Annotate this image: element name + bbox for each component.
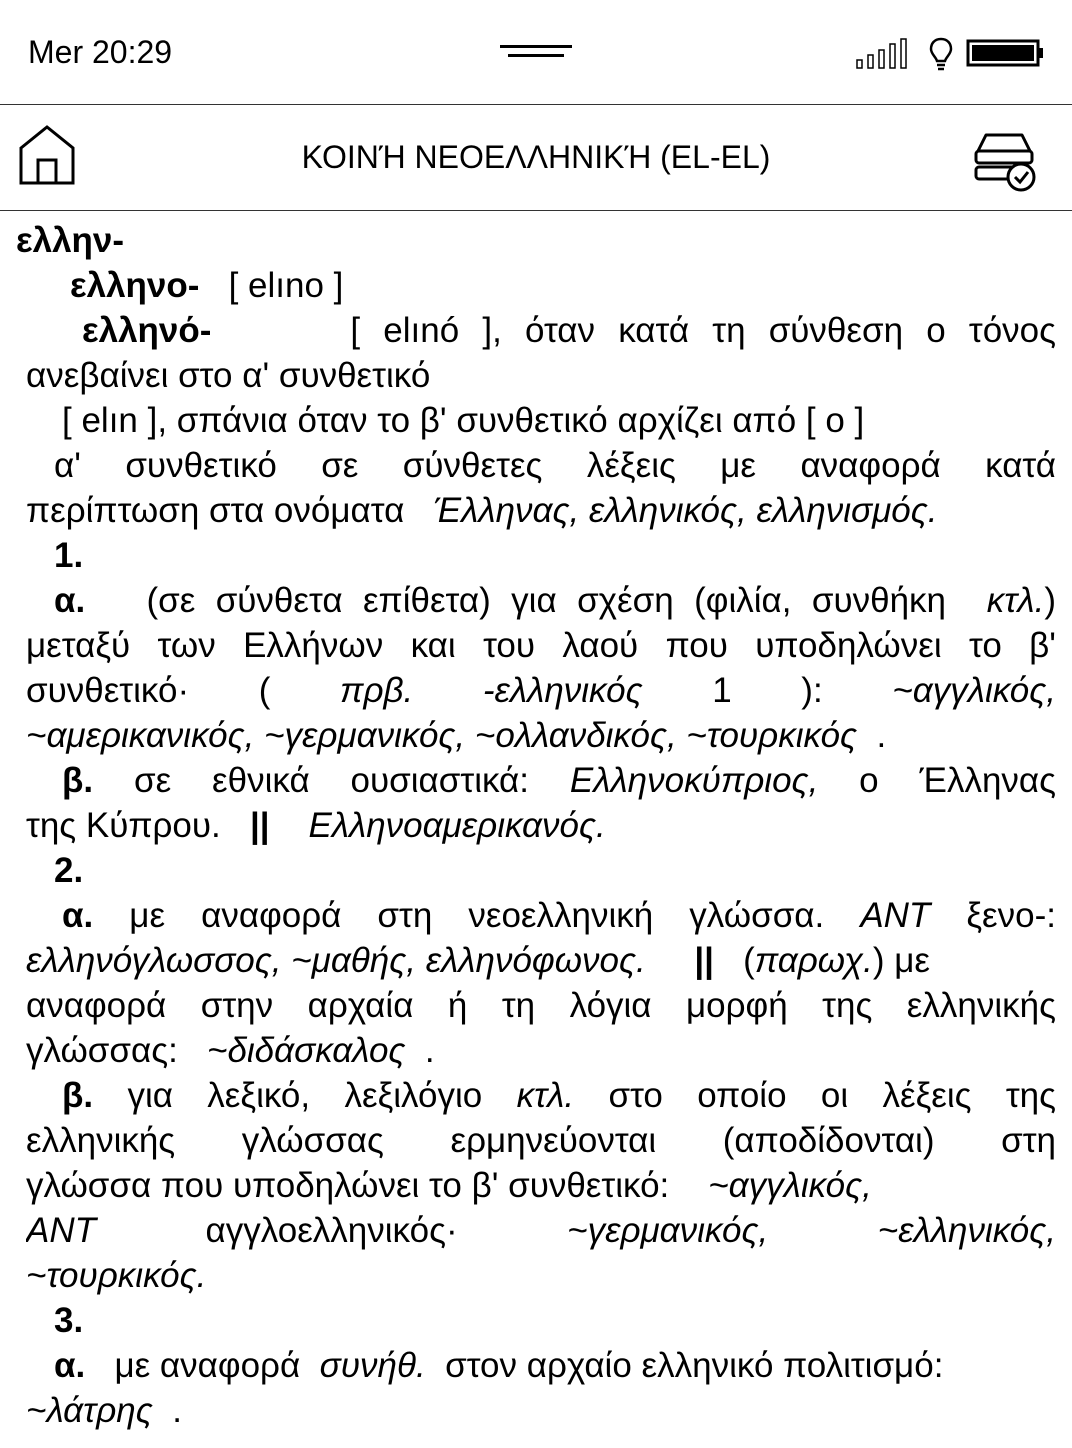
status-time: Mer 20:29 xyxy=(28,34,173,70)
definition-text: σε εθνικά ουσιαστικά: xyxy=(133,761,529,800)
status-bar xyxy=(0,0,1072,105)
definition-text: περίπτωση στα ονόματα xyxy=(26,491,405,530)
example-text: Ελληνοαμερικανός. xyxy=(308,806,606,845)
dictionary-select-button[interactable] xyxy=(972,129,1040,193)
example-text: ~λάτρης xyxy=(26,1391,153,1430)
abbreviation: κτλ. xyxy=(986,581,1045,620)
battery-icon xyxy=(966,38,1046,68)
abbreviation: συνήθ. xyxy=(319,1346,426,1385)
example-text: ~τουρκικός. xyxy=(26,1256,207,1295)
example-text: ~αγγλικός, xyxy=(708,1166,872,1205)
abbreviation: κτλ. xyxy=(516,1076,575,1115)
subentry-ellino: ελληνο- xyxy=(70,266,200,305)
definition-text: μεταξύ των Ελλήνων και του λαού που υποδηλώνει το β' xyxy=(26,626,1056,665)
definition-text: με αναφορά στη νεοελληνική γλώσσα. xyxy=(129,896,825,935)
example-text: ~αγγλικός, xyxy=(892,671,1056,710)
subsense-label: β. xyxy=(62,1076,94,1115)
headword: ελλην- xyxy=(16,221,125,260)
definition-text: , όταν κατά τη σύνθεση ο τόνος xyxy=(492,311,1056,350)
example-text: Έλληνας, ελληνικός, ελληνισμός. xyxy=(433,491,938,530)
app-header xyxy=(0,105,1072,211)
subentry-ellino-accent: ελληνό- xyxy=(82,311,212,350)
dictionary-title: ΚΟΙΝΉ ΝΕΟΕΛΛΗΝΙΚΉ (EL-EL) xyxy=(301,139,771,175)
cross-reference[interactable]: -ελληνικός xyxy=(482,671,643,710)
example-text: Ελληνοκύπριος, xyxy=(569,761,819,800)
example-text: ~γερμανικός, xyxy=(567,1211,769,1250)
antonym-label: ANT xyxy=(26,1211,96,1250)
definition-text: ελληνικής γλώσσας ερμηνεύονται (αποδίδονται) στη xyxy=(26,1121,1056,1160)
pronunciation: [ elınó ] xyxy=(350,311,493,350)
dictionary-check-icon xyxy=(972,129,1040,193)
example-text: ελληνόγλωσσος, ~μαθής, ελληνόφωνος. xyxy=(26,941,646,980)
dictionary-entry: ελλην- ελληνο- [ elıno ] ελληνό- [ elınó ], όταν κατά τη σύνθεση ο τόνος ανεβαίνει στο α' συνθετικό [ elın ], σπάνια όταν το β' συνθετικό αρχίζει από [ o ] α' συνθετικό σε σύνθετες λέξεις με αναφορά κατά περίπτωση στα ονόματα Έλληνας, ελληνικός, ελληνισμός. 1. α. (σε σύνθετα επίθετα) για σχέση (φιλία, συνθήκη κτλ.) μεταξύ των Ελλήνων και του λαού που υποδηλώνει το β' συνθετικό· ( πρβ. -ελληνικός 1 ): ~αγγλικός, ~αμερικανικός, ~γερμανικός, ~ολλανδικός, ~τουρκικός . β. σε εθνικά ουσιαστικά: Ελληνοκύπριος, ο Έλληνας της Κύπρου. || Ελληνοαμερικανός. 2. α. με αναφορά στη νεοελληνική γλώσσα. ANT ξενο-: ελληνόγλωσσος, ~μαθής, ελληνόφωνος. || (παρωχ.) με αναφορά στην αρχαία ή τη λόγια μορφή της ελληνικής γλώσσας: ~διδάσκαλος . β. για λεξικό, λεξιλόγιο κτλ. στο οποίο οι λέξεις της ελληνικής γλώσσας ερμηνεύονται (αποδίδονται) στη γλώσσα που υποδηλώνει το β' συνθετικό: ~αγγλικός, ANT αγγλοελληνικός· ~γερμανικός, ~ελληνικός, ~τουρκικός. 3. α. με αναφορά συνήθ. στον αρχαίο ελληνικό πολιτισμό: ~λάτρης . xyxy=(16,221,1056,1430)
sense-number: 3. xyxy=(54,1301,84,1340)
subsense-label: α. xyxy=(54,1346,86,1385)
antonym-label: ANT xyxy=(860,896,931,935)
definition-text: με αναφορά xyxy=(114,1346,301,1385)
subsense-label: β. xyxy=(62,761,94,800)
sense-number: 1. xyxy=(54,536,84,575)
separator: || xyxy=(249,806,270,845)
sense-number: 2. xyxy=(54,851,84,890)
menu-handle-icon[interactable] xyxy=(500,45,572,59)
example-text: ~διδάσκαλος xyxy=(207,1031,406,1070)
definition-text: για λεξικό, λεξιλόγιο xyxy=(127,1076,483,1115)
example-text: ~αμερικανικός, ~γερμανικός, ~ολλανδικός, ~τουρκικός xyxy=(26,716,858,755)
abbreviation: παρωχ. xyxy=(754,941,873,980)
frontlight-icon[interactable] xyxy=(928,36,954,72)
definition-text: ανεβαίνει στο α' συνθετικό xyxy=(26,356,431,395)
subsense-label: α. xyxy=(62,896,94,935)
example-text: ~ελληνικός, xyxy=(877,1211,1056,1250)
separator: || xyxy=(694,941,714,980)
definition-text: α' συνθετικό σε σύνθετες λέξεις με αναφορά κατά xyxy=(54,446,1056,485)
definition-text: [ elın ], σπάνια όταν το β' συνθετικό αρχίζει από [ o ] xyxy=(62,401,865,440)
definition-text: αναφορά στην αρχαία ή τη λόγια μορφή της ελληνικής xyxy=(26,986,1056,1025)
pronunciation: [ elıno ] xyxy=(228,266,344,305)
abbreviation: πρβ. xyxy=(340,671,414,710)
subsense-label: α. xyxy=(54,581,86,620)
definition-text: (σε σύνθετα επίθετα) για σχέση (φιλία, συνθήκη xyxy=(146,581,946,620)
